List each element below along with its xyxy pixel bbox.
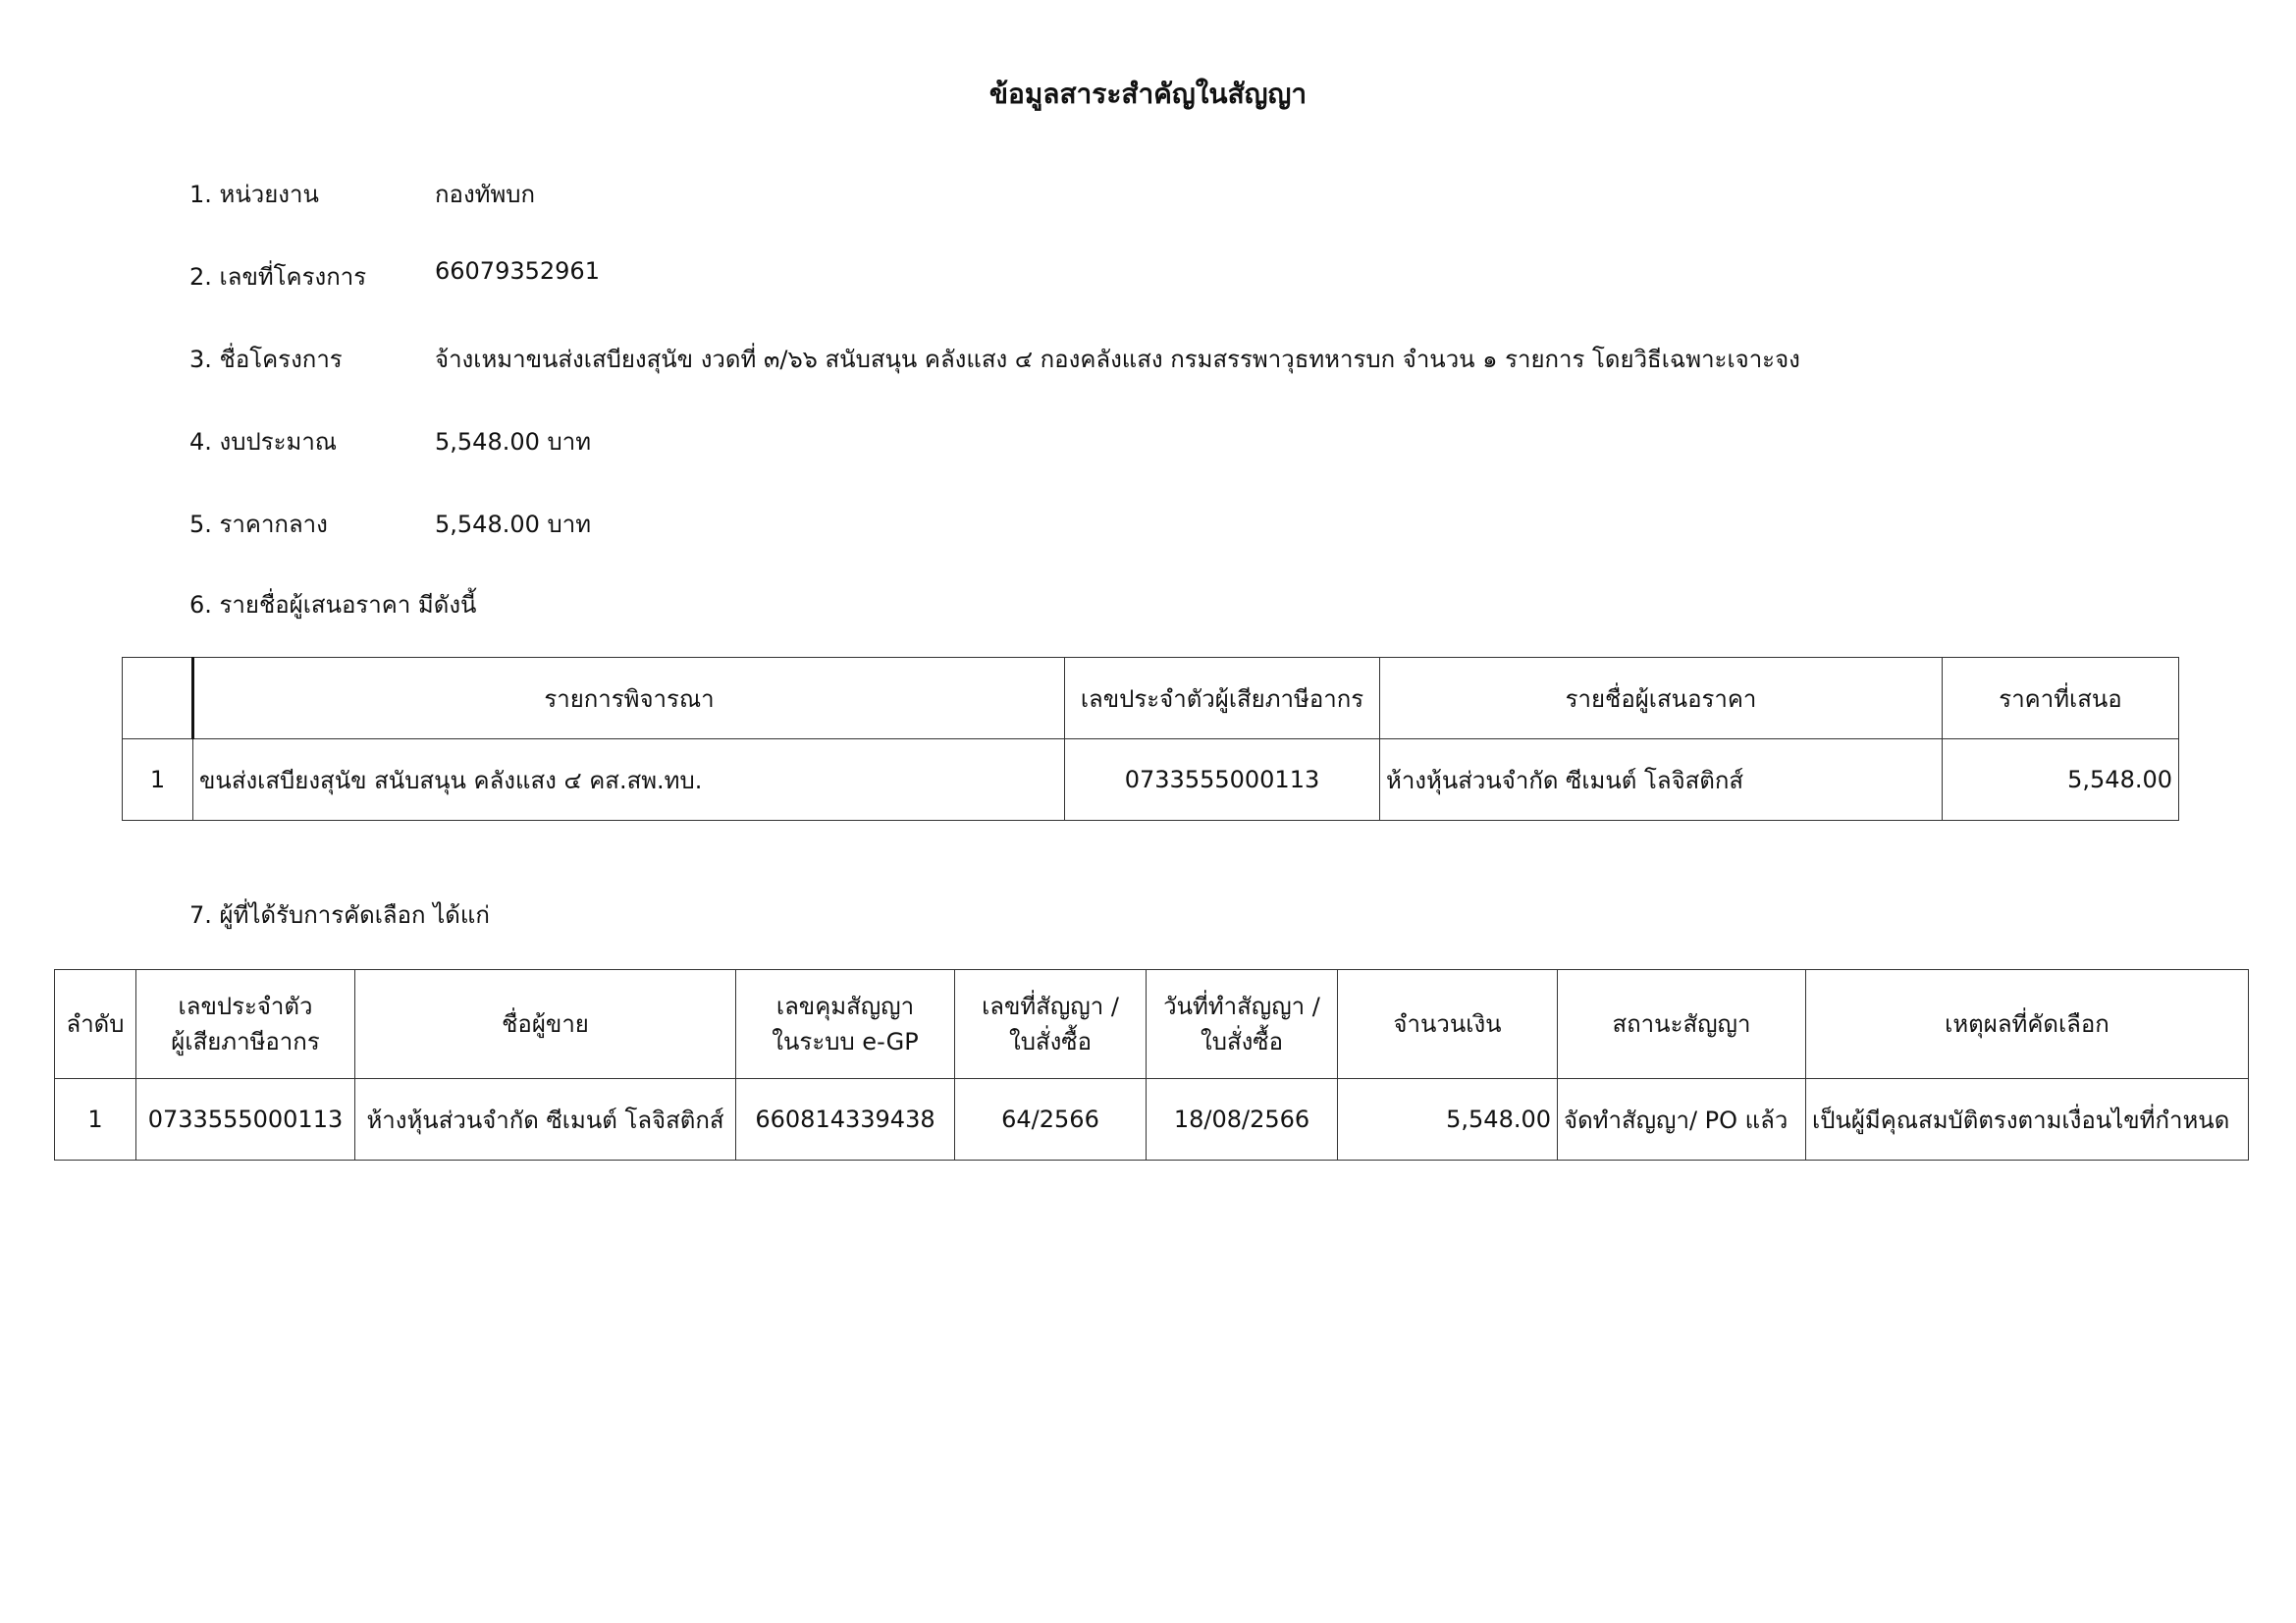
- cell-bidder-name: ห้างหุ้นส่วนจำกัด ซีเมนต์ โลจิสติกส์: [1380, 739, 1943, 821]
- cell-seller-name: ห้างหุ้นส่วนจำกัด ซีเมนต์ โลจิสติกส์: [355, 1079, 736, 1161]
- field-value: 5,548.00 บาท: [435, 428, 592, 456]
- cell-contract-number: 64/2566: [955, 1079, 1147, 1161]
- cell-tax-id: 0733555000113: [136, 1079, 355, 1161]
- header-cell: เลขคุมสัญญา ในระบบ e-GP: [736, 970, 955, 1079]
- document-title: ข้อมูลสาระสำคัญในสัญญา: [988, 78, 1308, 110]
- header-cell: วันที่ทำสัญญา / ใบสั่งซื้อ: [1147, 970, 1338, 1079]
- field-label: 3. ชื่อโครงการ: [189, 346, 343, 373]
- field-label: 1. หน่วยงาน: [189, 181, 319, 208]
- field-value: กองทัพบก: [435, 181, 536, 208]
- field-value: 5,548.00 บาท: [435, 511, 592, 538]
- field-label: 5. ราคากลาง: [189, 511, 328, 538]
- header-cell: เหตุผลที่คัดเลือก: [1806, 970, 2249, 1079]
- table-header-row: [123, 658, 2179, 739]
- header-cell: รายชื่อผู้เสนอราคา: [1380, 658, 1943, 739]
- field-label: 2. เลขที่โครงการ: [189, 263, 367, 291]
- cell-egp-control-number: 660814339438: [736, 1079, 955, 1161]
- header-cell: เลขประจำตัวผู้เสียภาษีอากร: [1065, 658, 1380, 739]
- field-value: จ้างเหมาขนส่งเสบียงสุนัข งวดที่ ๓/๖๖ สนับสนุน คลังแสง ๔ กองคลังแสง กรมสรรพาวุธทหารบก จำนวน ๑ รายการ โดยวิธีเฉพาะเจาะจง: [435, 346, 1800, 373]
- cell-selection-reason: เป็นผู้มีคุณสมบัติตรงตามเงื่อนไขที่กำหนด: [1806, 1079, 2249, 1161]
- bidders-table: [122, 657, 2179, 821]
- cell-index: 1: [123, 739, 193, 821]
- field-label: 4. งบประมาณ: [189, 428, 338, 456]
- cell-item: ขนส่งเสบียงสุนัข สนับสนุน คลังแสง ๔ คส.สพ.ทบ.: [193, 739, 1065, 821]
- header-cell: จำนวนเงิน: [1338, 970, 1558, 1079]
- cell-contract-status: จัดทำสัญญา/ PO แล้ว: [1558, 1079, 1806, 1161]
- table-row: [123, 739, 2179, 821]
- header-cell: ราคาที่เสนอ: [1943, 658, 2179, 739]
- field-value: 66079352961: [435, 257, 600, 285]
- section-winner-heading: 7. ผู้ที่ได้รับการคัดเลือก ได้แก่: [189, 901, 490, 929]
- header-cell: ลำดับ: [55, 970, 136, 1079]
- cell-contract-date: 18/08/2566: [1147, 1079, 1338, 1161]
- cell-amount: 5,548.00: [1338, 1079, 1558, 1161]
- cell-index: 1: [55, 1079, 136, 1161]
- header-cell: รายการพิจารณา: [193, 658, 1065, 739]
- cell-price: 5,548.00: [1943, 739, 2179, 821]
- table-header-row: [55, 970, 2249, 1079]
- section-bidders-heading: 6. รายชื่อผู้เสนอราคา มีดังนี้: [189, 591, 477, 619]
- header-cell: เลขที่สัญญา / ใบสั่งซื้อ: [955, 970, 1147, 1079]
- header-cell: สถานะสัญญา: [1558, 970, 1806, 1079]
- winner-table: [54, 969, 2249, 1161]
- cell-tax-id: 0733555000113: [1065, 739, 1380, 821]
- header-cell: [123, 658, 193, 739]
- header-cell: ชื่อผู้ขาย: [355, 970, 736, 1079]
- table-row: [55, 1079, 2249, 1161]
- header-cell: เลขประจำตัว ผู้เสียภาษีอากร: [136, 970, 355, 1079]
